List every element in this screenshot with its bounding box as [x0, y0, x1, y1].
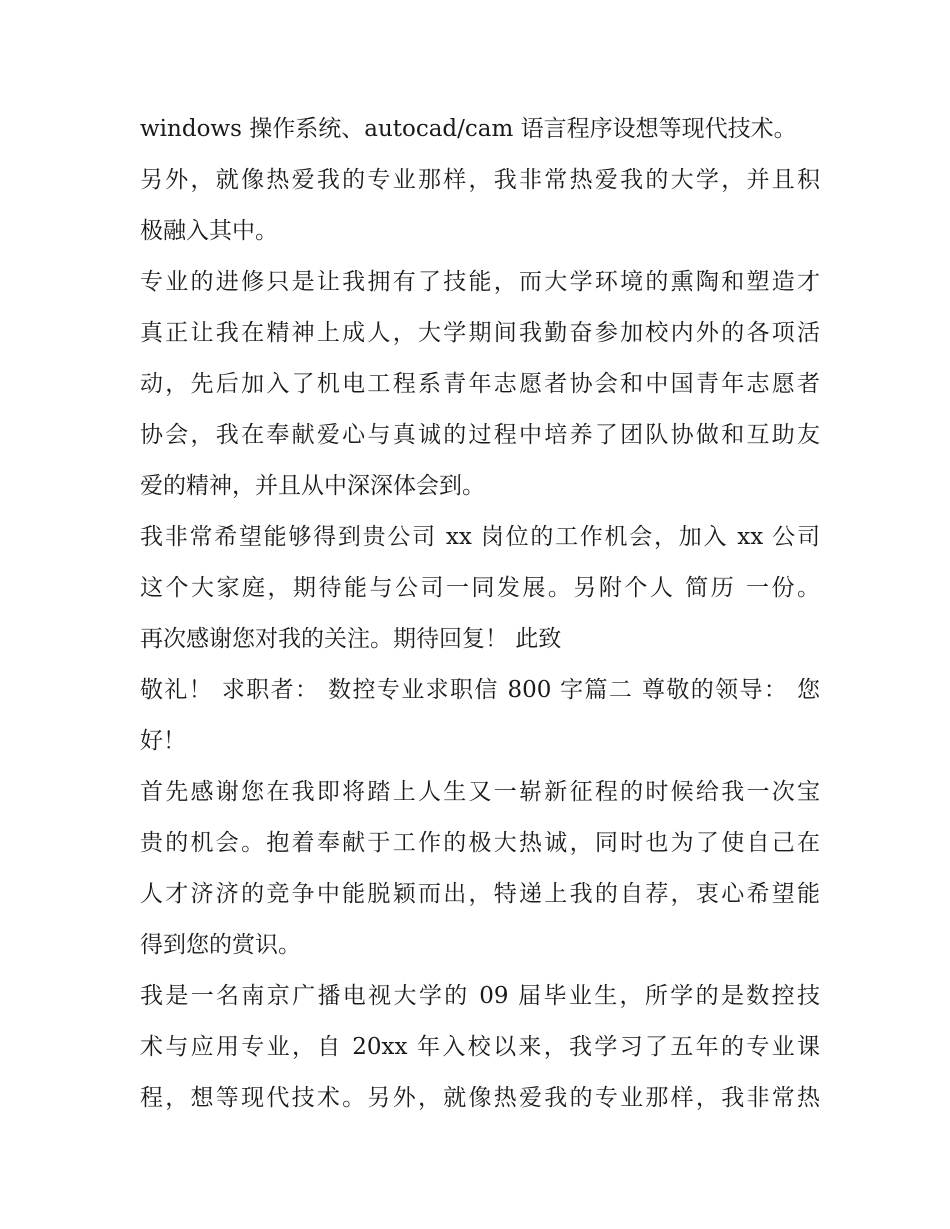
text-line: 程，想等现代技术。另外，就像热爱我的专业那样，我非常热	[140, 1085, 820, 1111]
text-line: 我非常希望能够得到贵公司 xx 岗位的工作机会，加入 xx 公司	[140, 524, 820, 550]
text-line: 敬礼！ 求职者： 数控专业求职信 800 字篇二 尊敬的领导： 您	[140, 677, 820, 703]
text-line: 动，先后加入了机电工程系青年志愿者协会和中国青年志愿者	[140, 371, 820, 397]
text-line: 这个大家庭，期待能与公司一同发展。另附个人 简历 一份。	[140, 575, 820, 601]
text-line: 真正让我在精神上成人，大学期间我勤奋参加校内外的各项活	[140, 320, 820, 346]
body-text	[140, 104, 820, 1124]
text-line: windows 操作系统、autocad/cam 语言程序设想等现代技术。	[140, 116, 797, 142]
text-line: 首先感谢您在我即将踏上人生又一崭新征程的时候给我一次宝	[140, 779, 820, 805]
text-line: 得到您的赏识。	[140, 932, 301, 958]
text-line: 极融入其中。	[140, 218, 278, 244]
text-line: 再次感谢您对我的关注。期待回复！ 此致	[140, 626, 562, 652]
text-line: 贵的机会。抱着奉献于工作的极大热诚，同时也为了使自己在	[140, 830, 820, 856]
text-line: 爱的精神，并且从中深深体会到。	[140, 473, 485, 499]
text-line: 我是一名南京广播电视大学的 09 届毕业生，所学的是数控技	[140, 983, 820, 1009]
text-line: 专业的进修只是让我拥有了技能，而大学环境的熏陶和塑造才	[140, 269, 820, 295]
text-line: 协会，我在奉献爱心与真诚的过程中培养了团队协做和互助友	[140, 422, 820, 448]
text-line: 另外，就像热爱我的专业那样，我非常热爱我的大学，并且积	[140, 167, 820, 193]
text-line: 人才济济的竞争中能脱颖而出，特递上我的自荐，衷心希望能	[140, 881, 820, 907]
text-line: 术与应用专业，自 20xx 年入校以来，我学习了五年的专业课	[140, 1034, 820, 1060]
text-line: 好！	[140, 728, 186, 754]
